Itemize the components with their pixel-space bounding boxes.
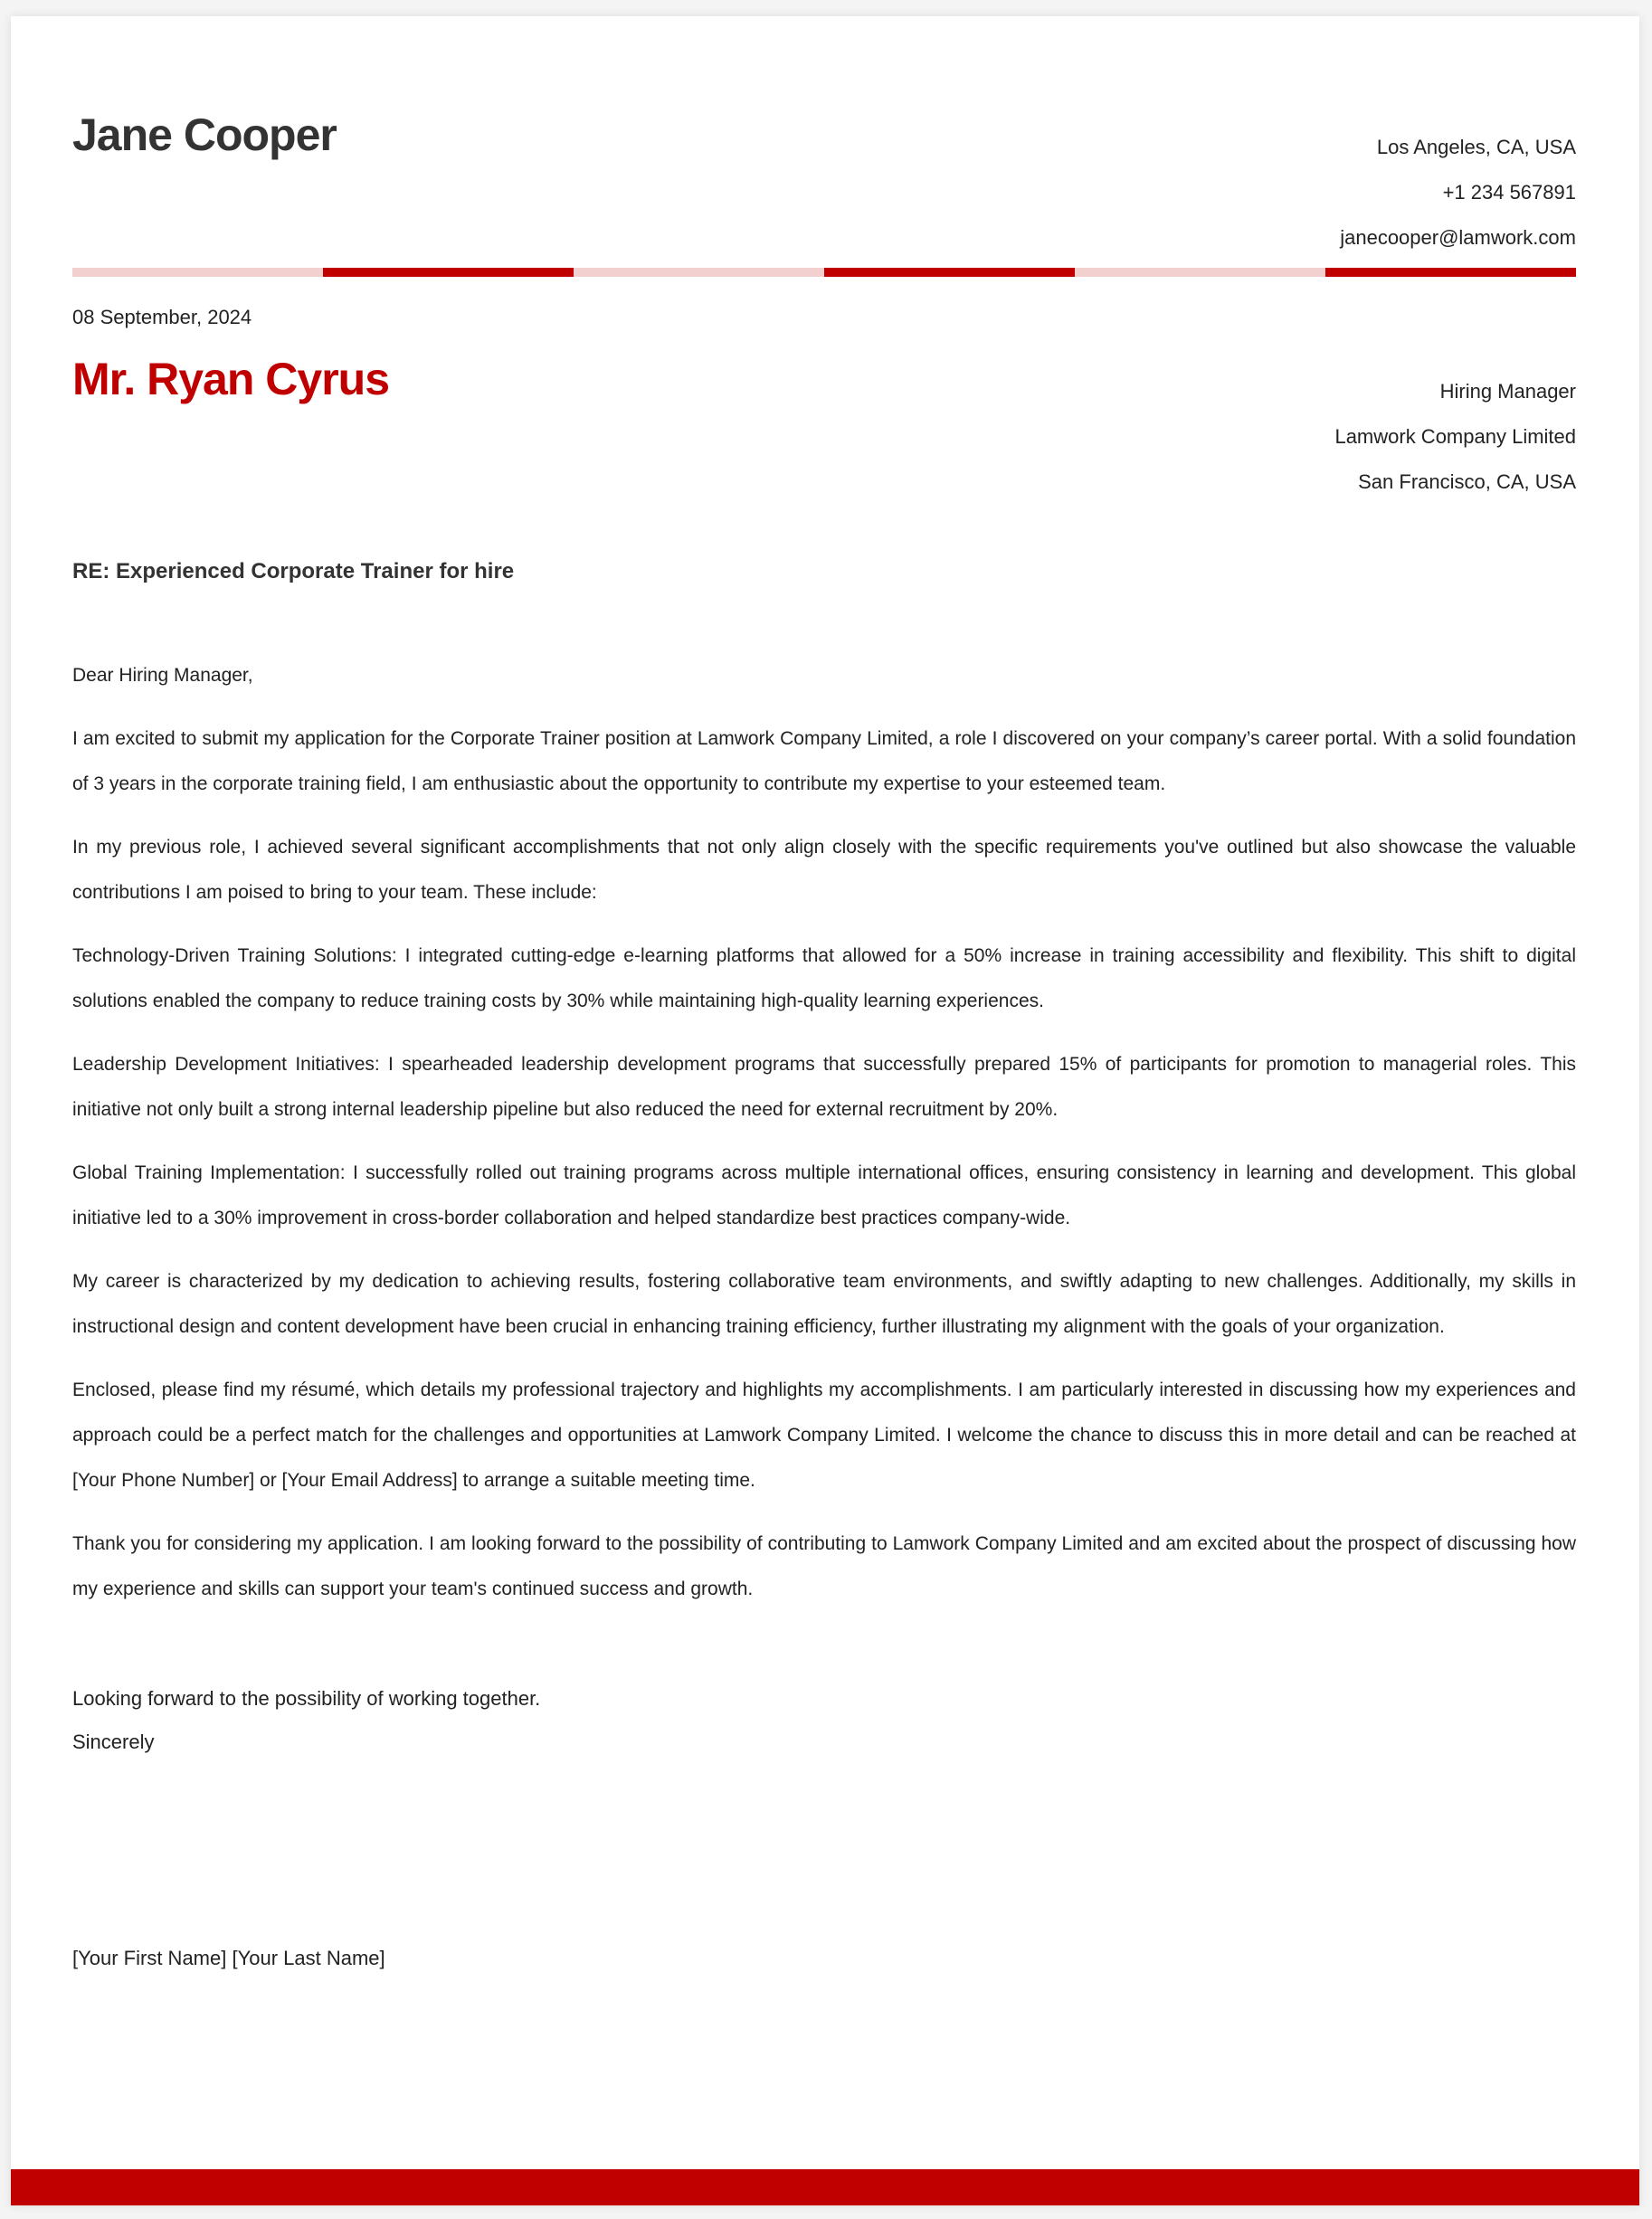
body-paragraph: In my previous role, I achieved several significant accomplishments that not only align closely with the specific requirements you've outlined but also showcase the valuable contributions I am poised to bring to your team. These include: <box>72 837 1576 903</box>
divider-segment-dark <box>1325 268 1576 277</box>
recipient-location: San Francisco, CA, USA <box>1358 470 1576 493</box>
closing-signoff: Sincerely <box>72 1731 155 1753</box>
body-paragraph: Thank you for considering my application. I am looking forward to the possibility of contributing to Lamwork Company Limited and am excited about the prospect of discussing how my experience and skills can support your team's continued success and growth. <box>72 1533 1576 1599</box>
body-paragraph: Technology-Driven Training Solutions: I integrated cutting-edge e-learning platforms that allowed for a 50% increase in training accessibility and flexibility. This shift to digital solutions enabled the company to reduce training costs by 30% while maintaining high-quality learning experiences. <box>72 945 1576 1011</box>
salutation: Dear Hiring Manager, <box>72 665 253 686</box>
recipient-info-block <box>1334 369 1576 505</box>
divider-segment-dark <box>323 268 574 277</box>
letter-body <box>72 653 1576 1630</box>
divider-segment-dark <box>824 268 1075 277</box>
body-paragraph: Enclosed, please find my résumé, which details my professional trajectory and highlights my accomplishments. I am particularly interested in discussing how my experiences and approach could be a perfect match for the challenges and opportunities at Lamwork Company Limited. I welcome the chance to discuss this in more detail and can be reached at [Your Phone Number] or [Your Email Address] to arrange a suitable meeting time. <box>72 1380 1576 1491</box>
signature-name: [Your First Name] [Your Last Name] <box>72 1947 385 1969</box>
sender-contact-block <box>1340 125 1576 261</box>
body-paragraph: My career is characterized by my dedication to achieving results, fostering collaborative team environments, and swiftly adapting to new challenges. Additionally, my skills in instructional design and content development have been crucial in enhancing training efficiency, further illustrating my alignment with the goals of your organization. <box>72 1271 1576 1337</box>
footer-bar <box>11 2169 1639 2205</box>
sender-email: janecooper@lamwork.com <box>1340 226 1576 249</box>
sender-name: Jane Cooper <box>72 109 337 160</box>
sender-location: Los Angeles, CA, USA <box>1376 136 1576 158</box>
sender-phone: +1 234 567891 <box>1442 181 1576 204</box>
body-paragraph: Leadership Development Initiatives: I spearheaded leadership development programs that successfully prepared 15% of participants for promotion to managerial roles. This initiative not only built a strong internal leadership pipeline but also reduced the need for external recruitment by 20%. <box>72 1054 1576 1120</box>
closing-line: Looking forward to the possibility of working together. <box>72 1687 541 1710</box>
divider-segment-light <box>1075 268 1325 277</box>
recipient-name: Mr. Ryan Cyrus <box>72 354 390 404</box>
header-divider-stripe <box>72 268 1576 277</box>
letter-page <box>11 16 1639 2205</box>
body-paragraph: I am excited to submit my application for the Corporate Trainer position at Lamwork Company Limited, a role I discovered on your company’s career portal. With a solid foundation of 3 years in the corporate training field, I am enthusiastic about the opportunity to contribute my expertise to your esteemed team. <box>72 728 1576 794</box>
divider-segment-light <box>72 268 323 277</box>
body-paragraph: Global Training Implementation: I successfully rolled out training programs across multiple international offices, ensuring consistency in learning and development. This global initiative led to a 30% improvement in cross-border collaboration and helped standardize best practices company-wide. <box>72 1162 1576 1228</box>
recipient-title: Hiring Manager <box>1439 380 1576 403</box>
divider-segment-light <box>574 268 824 277</box>
letter-date: 08 September, 2024 <box>72 306 252 328</box>
letter-subject: RE: Experienced Corporate Trainer for hire <box>72 559 515 583</box>
recipient-company: Lamwork Company Limited <box>1334 425 1576 448</box>
closing-block <box>72 1677 540 1764</box>
